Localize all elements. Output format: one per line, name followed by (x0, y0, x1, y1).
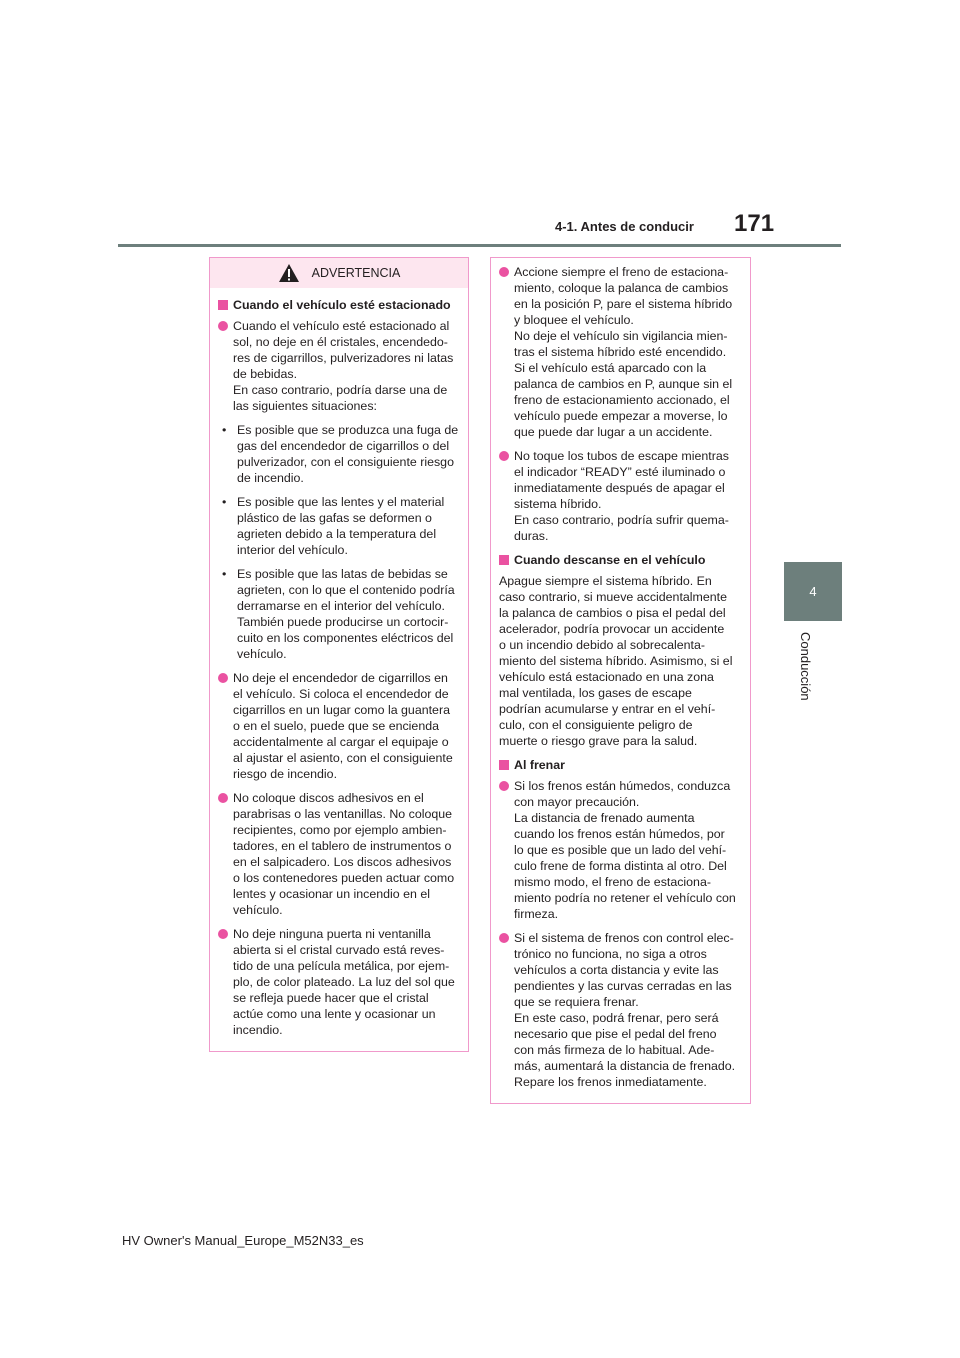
circle-bullet-icon (218, 929, 228, 939)
dot-bullet-icon: • (222, 567, 227, 581)
header-divider (118, 244, 841, 247)
square-bullet-icon (218, 300, 228, 310)
section-heading: Al frenar (499, 757, 743, 773)
circle-bullet-icon (499, 933, 509, 943)
bullet-paragraph: Cuando el vehículo esté estacionado al sol, no deje en él cristales, encendedo- res de cigarrillos, pulverizadores ni latas de bebidas. En caso contrario, podría darse una de las siguientes situaciones: (218, 318, 461, 414)
warning-triangle-icon (278, 263, 300, 283)
sub-bullet-item: • Es posible que las latas de bebidas se agrieten, con lo que el contenido podría derramarse en el interior del vehículo. También puede producirse un cortocir- cuito en los componentes eléctricos del vehículo. (222, 567, 455, 661)
circle-bullet-icon (499, 267, 509, 277)
warning-box-right (490, 257, 751, 1104)
body-paragraph: Apague siempre el sistema híbrido. En caso contrario, si mueve accidentalmente la palanca de cambios o pisa el pedal del acelerador, podría provocar un accidente o un incendio debido al sobrecalenta- miento del sistema híbrido. Asimismo, si el vehículo está estacionado en una zona mal ventilada, los gases de escape podrían acumularse y entrar en el vehí- culo, con el consiguiente peligro de muerte o riesgo grave para la salud. (499, 574, 733, 748)
bullet-paragraph: Accione siempre el freno de estaciona- miento, coloque la palanca de cambios en la posición P, pare el sistema híbrido y bloquee el vehículo. No deje el vehículo sin vigilancia mien- tras el sistema híbrido esté encendido. Si el vehículo está aparcado con la palanca de cambios en P, aunque sin el freno de estacionamiento accionado, el vehículo puede empezar a moverse, lo que puede dar lugar a un accidente. (499, 264, 743, 440)
circle-bullet-icon (499, 781, 509, 791)
bullet-paragraph: Si el sistema de frenos con control elec- trónico no funciona, no siga a otros vehículos a corta distancia y evite las pendientes y las curvas cerradas en las que se requiera frenar. En este caso, podrá frenar, pero será necesario que pise el pedal del freno con más firmeza de lo habitual. Ade- más, aumentará la distancia de frenado. Repare los frenos inmediatamente. (499, 930, 743, 1090)
bullet-paragraph: Si los frenos están húmedos, conduzca con mayor precaución. La distancia de frenado aumenta cuando los frenos están húmedos, por lo que es posible que un lado del vehí- culo frene de forma distinta al otro. Del mismo modo, el freno de estaciona- miento podría no retener el vehículo con firmeza. (499, 778, 743, 922)
section-title: 4-1. Antes de conducir (555, 219, 694, 234)
bullet-paragraph: No deje el encendedor de cigarrillos en el vehículo. Si coloca el encendedor de cigarrillos en un lugar como la guantera o en el suelo, puede que se encienda accidentalmente al cargar el equipaje o al ajustar el asiento, con el consiguiente riesgo de incendio. (218, 670, 461, 782)
warning-title: ADVERTENCIA (311, 266, 401, 280)
circle-bullet-icon (499, 451, 509, 461)
sub-bullet-item: • Es posible que las lentes y el material plástico de las gafas se deformen o agrieten debido a la temperatura del interior del vehículo. (222, 495, 445, 557)
sub-bullet-item: • Es posible que se produzca una fuga de gas del encendedor de cigarrillos o del pulverizador, con el consiguiente riesgo de incendio. (222, 423, 459, 485)
chapter-label: Conducción (798, 632, 813, 701)
dot-bullet-icon: • (222, 495, 227, 509)
circle-bullet-icon (218, 673, 228, 683)
chapter-tab[interactable] (784, 562, 842, 621)
bullet-paragraph: No toque los tubos de escape mientras el indicador “READY” esté iluminado o inmediatamente después de apagar el sistema híbrido. En caso contrario, podría sufrir quema- duras. (499, 448, 743, 544)
warning-box-left (209, 257, 469, 1052)
circle-bullet-icon (218, 321, 228, 331)
page-number: 171 (734, 210, 775, 237)
square-bullet-icon (499, 760, 509, 770)
section-heading: Cuando descanse en el vehículo (499, 552, 743, 568)
circle-bullet-icon (218, 793, 228, 803)
bullet-paragraph: No coloque discos adhesivos en el parabrisas o las ventanillas. No coloque recipientes, como por ejemplo ambien- tadores, en el tablero de instrumentos o en el salpicadero. Los discos adhesivos o los contenedores pueden actuar como lentes y ocasionar un incendio en el vehículo. (218, 790, 461, 918)
chapter-number: 4 (809, 584, 817, 599)
warning-header (210, 258, 468, 288)
footer-document-id: HV Owner's Manual_Europe_M52N33_es (122, 1233, 364, 1248)
square-bullet-icon (499, 555, 509, 565)
bullet-paragraph: No deje ninguna puerta ni ventanilla abierta si el cristal curvado está reves- tido de una película metálica, por ejem- plo, de color plateado. La luz del sol que se refleja puede hacer que el cristal actúe como una lente y ocasionar un incendio. (218, 926, 461, 1038)
section-heading: Cuando el vehículo esté estacionado (218, 297, 461, 313)
dot-bullet-icon: • (222, 423, 227, 437)
